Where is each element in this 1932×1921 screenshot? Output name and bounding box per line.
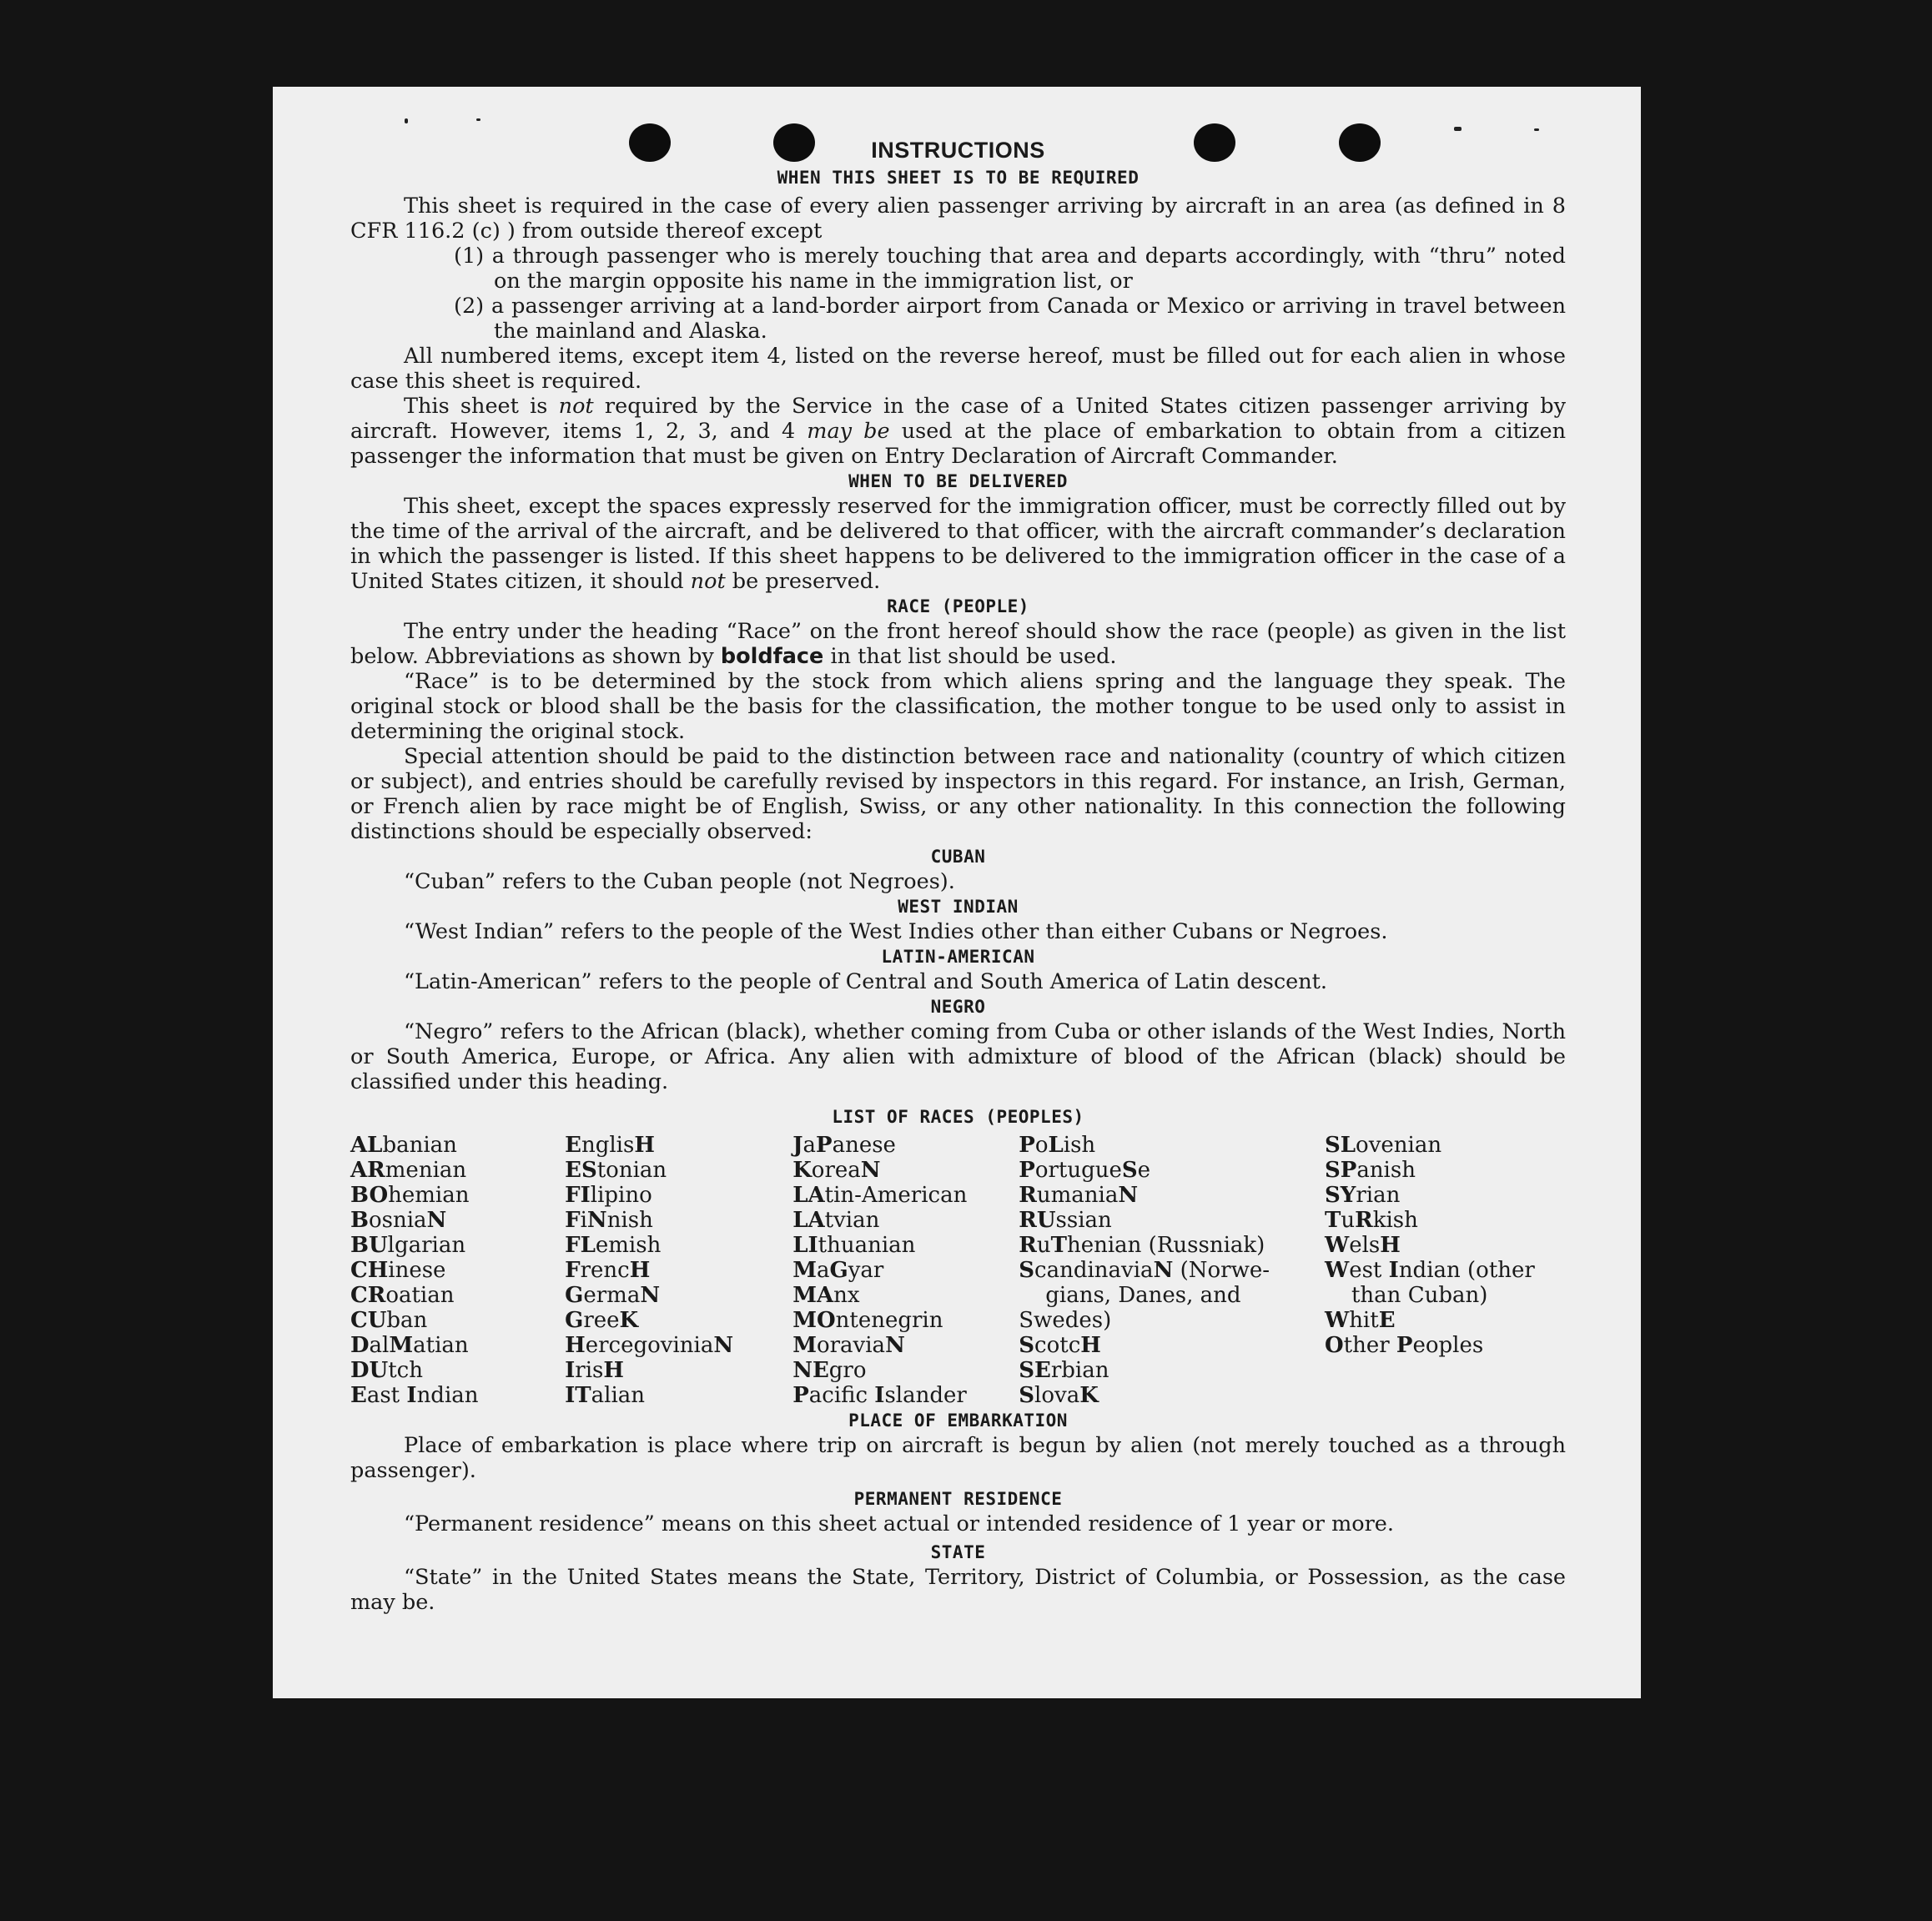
race-entry: LIthuanian (792, 1233, 916, 1258)
race-entry: HercegoviniaN (565, 1333, 734, 1358)
paragraph: This sheet is not required by the Service in the case of a United States citizen passenger arriving by aircraft. However, items 1, 2, 3, and 4 may be used at the place of embarkation to obtain from a citizen passenger the information that must be given on Entry Declaration of Aircraft Commander. (350, 394, 1567, 469)
race-entry: GermaN (565, 1283, 661, 1308)
speck (476, 118, 480, 121)
race-entry: LAtvian (792, 1208, 880, 1233)
exception-item: (1) a through passenger who is merely touching that area and departs accordingly, with “thru” noted on the margin opposite his name in the immigration list, or (454, 244, 1566, 294)
race-entry: GreeK (565, 1308, 639, 1333)
race-entry: WelsH (1324, 1233, 1401, 1258)
race-entry: ScotcH (1019, 1333, 1101, 1358)
race-entry: BosniaN (350, 1208, 447, 1233)
section-title-race: RACE (PEOPLE) (887, 596, 1029, 616)
race-entry: RumaniaN (1019, 1183, 1139, 1208)
race-entry: PoLish (1019, 1133, 1096, 1158)
race-entry: JaPanese (792, 1133, 896, 1158)
paragraph: This sheet is required in the case of every alien passenger arriving by aircraft in an area (as defined in 8 CFR 116.2 (c) ) from outside thereof except (350, 194, 1566, 244)
race-entry: West Indian (other (1324, 1258, 1535, 1283)
race-entry: SErbian (1019, 1358, 1109, 1383)
punch-hole (629, 123, 671, 162)
section-title-residence: PERMANENT RESIDENCE (853, 1489, 1063, 1509)
race-entry: FIlipino (565, 1183, 652, 1208)
race-entry: LAtin-American (792, 1183, 968, 1208)
race-entry: MaGyar (792, 1258, 884, 1283)
race-entry: EnglisH (565, 1133, 655, 1158)
definition-text: Place of embarkation is place where trip on aircraft is begun by alien (not merely touched as a through passenger). (350, 1433, 1566, 1483)
race-entry: ALbanian (350, 1133, 457, 1158)
race-column (565, 1133, 792, 1408)
race-entry: FrencH (565, 1258, 651, 1283)
section-title-required: WHEN THIS SHEET IS TO BE REQUIRED (777, 168, 1140, 188)
race-column (792, 1133, 1019, 1408)
race-entry: MOntenegrin (792, 1308, 943, 1333)
race-entry: than Cuban) (1351, 1283, 1488, 1308)
paragraph: The entry under the heading “Race” on the front hereof should show the race (people) as given in the list below. Abbreviations as shown by boldface in that list should be used. (350, 619, 1566, 669)
race-entry: DalMatian (350, 1333, 469, 1358)
race-entry: ITalian (565, 1383, 646, 1408)
definition-text: “Negro” refers to the African (black), whether coming from Cuba or other islands of the West Indies, North or South America, Europe, or Africa. Any alien with admixture of blood of the African (black) should be classified under this heading. (350, 1019, 1566, 1094)
race-entry: RUssian (1019, 1208, 1112, 1233)
race-entry: DUtch (350, 1358, 423, 1383)
race-column (1325, 1133, 1566, 1408)
list-title: LIST OF RACES (PEOPLES) (832, 1107, 1084, 1127)
race-entry: KoreaN (792, 1158, 881, 1183)
race-entry: MAnx (792, 1283, 860, 1308)
race-entry: PortugueSe (1019, 1158, 1151, 1183)
race-entry: MoraviaN (792, 1333, 905, 1358)
race-list (350, 1133, 1566, 1408)
race-entry: SPanish (1324, 1158, 1416, 1183)
race-entry: CUban (350, 1308, 428, 1333)
race-entry: BOhemian (350, 1183, 470, 1208)
race-entry: RuThenian (Russniak) (1019, 1233, 1265, 1258)
definition-text: “Permanent residence” means on this sheet actual or intended residence of 1 year or more. (404, 1511, 1394, 1536)
race-entry: Other Peoples (1324, 1333, 1484, 1358)
race-entry: TuRkish (1324, 1208, 1418, 1233)
race-entry: SlovaK (1019, 1383, 1099, 1408)
punch-hole (1194, 123, 1235, 162)
exception-item: (2) a passenger arriving at a land-border airport from Canada or Mexico or arriving in travel between the mainland and Alaska. (454, 294, 1566, 344)
race-entry: FLemish (565, 1233, 662, 1258)
section-title-negro: NEGRO (930, 997, 986, 1017)
speck (1454, 127, 1462, 131)
race-entry: SYrian (1324, 1183, 1401, 1208)
race-entry: EStonian (565, 1158, 667, 1183)
paragraph: All numbered items, except item 4, listed on the reverse hereof, must be filled out for each alien in whose case this sheet is required. (350, 344, 1566, 394)
section-title-cuban: CUBAN (930, 847, 986, 867)
race-entry: ARmenian (350, 1158, 467, 1183)
section-title-latin-american: LATIN-AMERICAN (881, 947, 1035, 967)
definition-text: “West Indian” refers to the people of the West Indies other than either Cubans or Negroes. (404, 919, 1388, 944)
speck (405, 118, 408, 123)
section-title-delivered: WHEN TO BE DELIVERED (848, 471, 1068, 491)
race-entry: FiNnish (565, 1208, 653, 1233)
race-entry: gians, Danes, and (1045, 1283, 1241, 1308)
race-entry: Swedes) (1019, 1308, 1112, 1333)
section-title-west-indian: WEST INDIAN (898, 897, 1019, 917)
speck (1534, 128, 1539, 131)
paragraph: This sheet, except the spaces expressly reserved for the immigration officer, must be correctly filled out by the time of the arrival of the aircraft, and be delivered to that officer, with the aircraft commander’s declaration in which the passenger is listed. If this sheet happens to be delivered to the immigration officer in the case of a United States citizen, it should not be preserved. (350, 494, 1566, 594)
instruction-sheet (273, 87, 1641, 1698)
race-column (1019, 1133, 1325, 1408)
race-entry: Pacific Islander (792, 1383, 967, 1408)
definition-text: “State” in the United States means the State, Territory, District of Columbia, or Possession, as the case may be. (350, 1565, 1566, 1615)
race-entry: BUlgarian (350, 1233, 466, 1258)
race-entry: SLovenian (1324, 1133, 1442, 1158)
punch-hole (773, 123, 815, 162)
race-entry: WhitE (1324, 1308, 1396, 1333)
definition-text: “Latin-American” refers to the people of Central and South America of Latin descent. (404, 969, 1328, 994)
section-title-embarkation: PLACE OF EMBARKATION (848, 1411, 1068, 1431)
race-entry: CRoatian (350, 1283, 455, 1308)
race-entry: CHinese (350, 1258, 446, 1283)
paragraph: Special attention should be paid to the distinction between race and nationality (country of which citizen or subject), and entries should be carefully revised by inspectors in this regard. For instance, an Irish, German, or French alien by race might be of English, Swiss, or any other nationality. In this connection the following distinctions should be especially observed: (350, 744, 1566, 844)
page-title: INSTRUCTIONS (871, 138, 1045, 163)
section-title-state: STATE (930, 1542, 986, 1562)
race-column (350, 1133, 565, 1408)
race-entry: IrisH (565, 1358, 624, 1383)
punch-hole (1339, 123, 1381, 162)
paragraph: “Race” is to be determined by the stock from which aliens spring and the language they speak. The original stock or blood shall be the basis for the classification, the mother tongue to be used only to assist in determining the original stock. (350, 669, 1566, 744)
race-entry: East Indian (350, 1383, 479, 1408)
definition-text: “Cuban” refers to the Cuban people (not Negroes). (404, 869, 955, 894)
race-entry: NEgro (792, 1358, 867, 1383)
race-entry: ScandinaviaN (Norwe- (1019, 1258, 1270, 1283)
